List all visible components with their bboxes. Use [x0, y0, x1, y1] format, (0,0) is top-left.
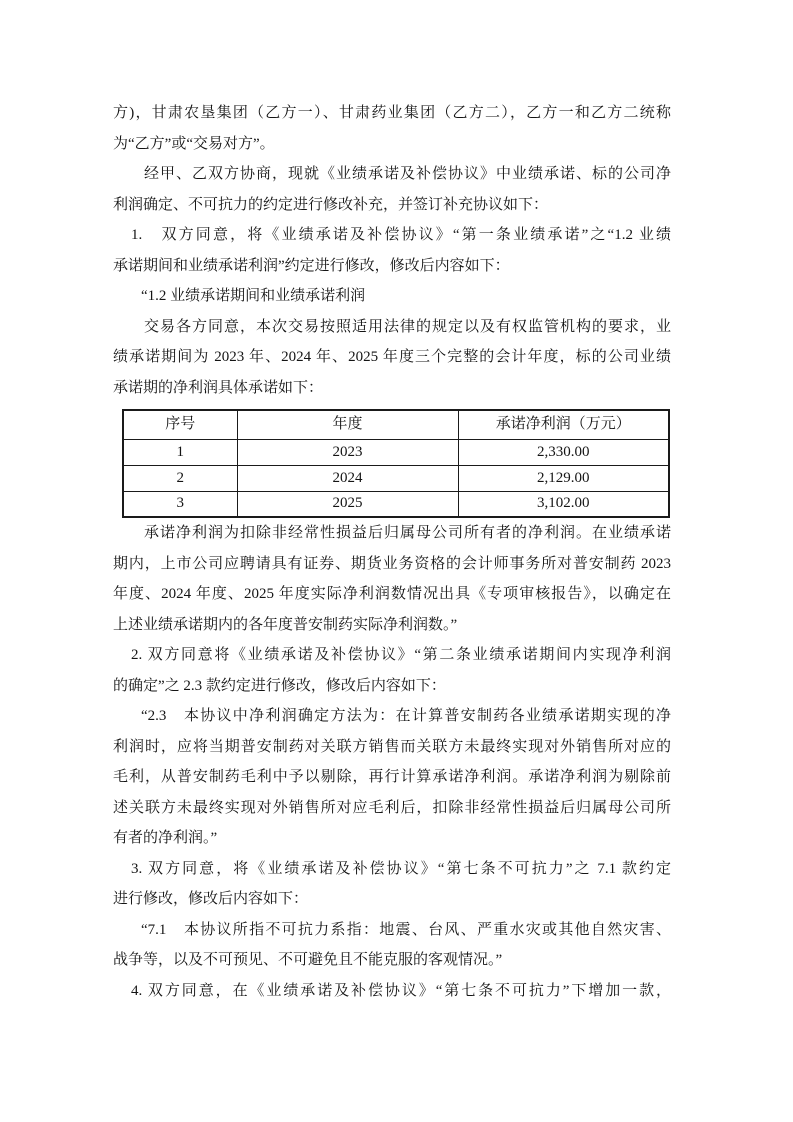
text-line: 利润确定、不可抗力的约定进行修改补充，并签订补充协议如下： — [113, 196, 549, 213]
paragraph-commitment-period — [113, 312, 671, 404]
text-line: 经甲、乙双方协商，现就《业绩承诺及补偿协议》中业绩承诺、标的公司净 — [144, 166, 671, 182]
paragraph-clause-1 — [113, 220, 671, 281]
text-line: 有者的净利润。” — [113, 830, 218, 846]
text-line: 进行修改，修改后内容如下： — [113, 891, 309, 907]
text-line: 1. 双方同意，将《业绩承诺及补偿协议》“第一条业绩承诺”之“1.2 业绩 — [131, 227, 671, 243]
col-header-index: 序号 — [123, 410, 237, 439]
text-line: 述关联方未最终实现对外销售所对应毛利后，扣除非经常性损益后归属母公司所 — [113, 799, 671, 816]
paragraph-quote-2-3 — [113, 701, 671, 854]
col-header-year: 年度 — [237, 410, 458, 439]
table-cell-index: 2 — [123, 465, 237, 491]
text-line: 2. 双方同意将《业绩承诺及补偿协议》“第二条业绩承诺期间内实现净利润 — [131, 647, 671, 663]
table-cell-year: 2024 — [237, 465, 458, 491]
text-line: 交易各方同意，本次交易按照适用法律的规定以及有权监管机构的要求，业 — [144, 318, 671, 335]
text-block-bottom — [113, 518, 671, 1006]
text-line: 4. 双方同意，在《业绩承诺及补偿协议》“第七条不可抗力”下增加一款， — [131, 982, 671, 999]
text-line: 年度、2024 年度、2025 年度实际净利润数情况出具《专项审核报告》，以确定在 — [113, 586, 671, 602]
table-cell-year: 2025 — [237, 491, 458, 517]
text-line: 承诺期的净利润具体承诺如下： — [113, 379, 324, 396]
table-cell-index: 3 — [123, 491, 237, 517]
table-row — [123, 465, 669, 491]
table-header-row — [123, 410, 669, 439]
paragraph-quote-7-1 — [113, 915, 671, 976]
text-line: 期内，上市公司应聘请具有证券、期货业务资格的会计师事务所对普安制药 2023 — [113, 555, 671, 572]
text-line: 为“乙方”或“交易对方”。 — [113, 135, 275, 152]
table-cell-profit: 2,129.00 — [458, 465, 669, 491]
text-line: 承诺期间和业绩承诺利润”约定进行修改，修改后内容如下： — [113, 257, 510, 274]
table-cell-index: 1 — [123, 439, 237, 465]
paragraph-quote-1-2-title — [113, 281, 671, 312]
text-line: 绩承诺期间为 2023 年、2024 年、2025 年度三个完整的会计年度，标的公司业绩 — [113, 349, 671, 365]
col-header-profit: 承诺净利润（万元） — [458, 410, 669, 439]
paragraph-audit-report — [113, 518, 671, 640]
text-line: 方)，甘肃农垦集团（乙方一）、甘肃药业集团（乙方二），乙方一和乙方二统称 — [113, 105, 671, 121]
text-line: 利润时，应将当期普安制药对关联方销售而关联方未最终实现对外销售所对应的 — [113, 738, 671, 755]
paragraph-clause-3 — [113, 854, 671, 915]
table-cell-year: 2023 — [237, 439, 458, 465]
paragraph-continuation — [113, 98, 671, 159]
table-cell-profit: 2,330.00 — [458, 439, 669, 465]
table-cell-profit: 3,102.00 — [458, 491, 669, 517]
table-row — [123, 491, 669, 517]
profit-commitment-table — [122, 409, 670, 518]
paragraph-preamble — [113, 159, 671, 220]
text-line: 战争等，以及不可预见、不可避免且不能克服的客观情况。” — [113, 952, 503, 968]
text-line: 的确定”之 2.3 款约定进行修改，修改后内容如下： — [113, 677, 446, 694]
paragraph-clause-2 — [113, 640, 671, 701]
text-block-top — [113, 98, 671, 403]
text-line: “1.2 业绩承诺期间和业绩承诺利润 — [141, 288, 366, 304]
text-line: 3. 双方同意，将《业绩承诺及补偿协议》“第七条不可抗力”之 7.1 款约定 — [131, 860, 671, 877]
table-row — [123, 439, 669, 465]
paragraph-clause-4 — [113, 976, 671, 1007]
text-line: 上述业绩承诺期内的各年度普安制药实际净利润数。” — [113, 616, 458, 633]
text-line: “2.3 本协议中净利润确定方法为：在计算普安制药各业绩承诺期实现的净 — [141, 708, 671, 724]
text-line: “7.1 本协议所指不可抗力系指：地震、台风、严重水灾或其他自然灾害、 — [141, 921, 671, 938]
text-line: 毛利，从普安制药毛利中予以剔除，再行计算承诺净利润。承诺净利润为剔除前 — [113, 769, 671, 785]
text-line: 承诺净利润为扣除非经常性损益后归属母公司所有者的净利润。在业绩承诺 — [144, 525, 671, 541]
